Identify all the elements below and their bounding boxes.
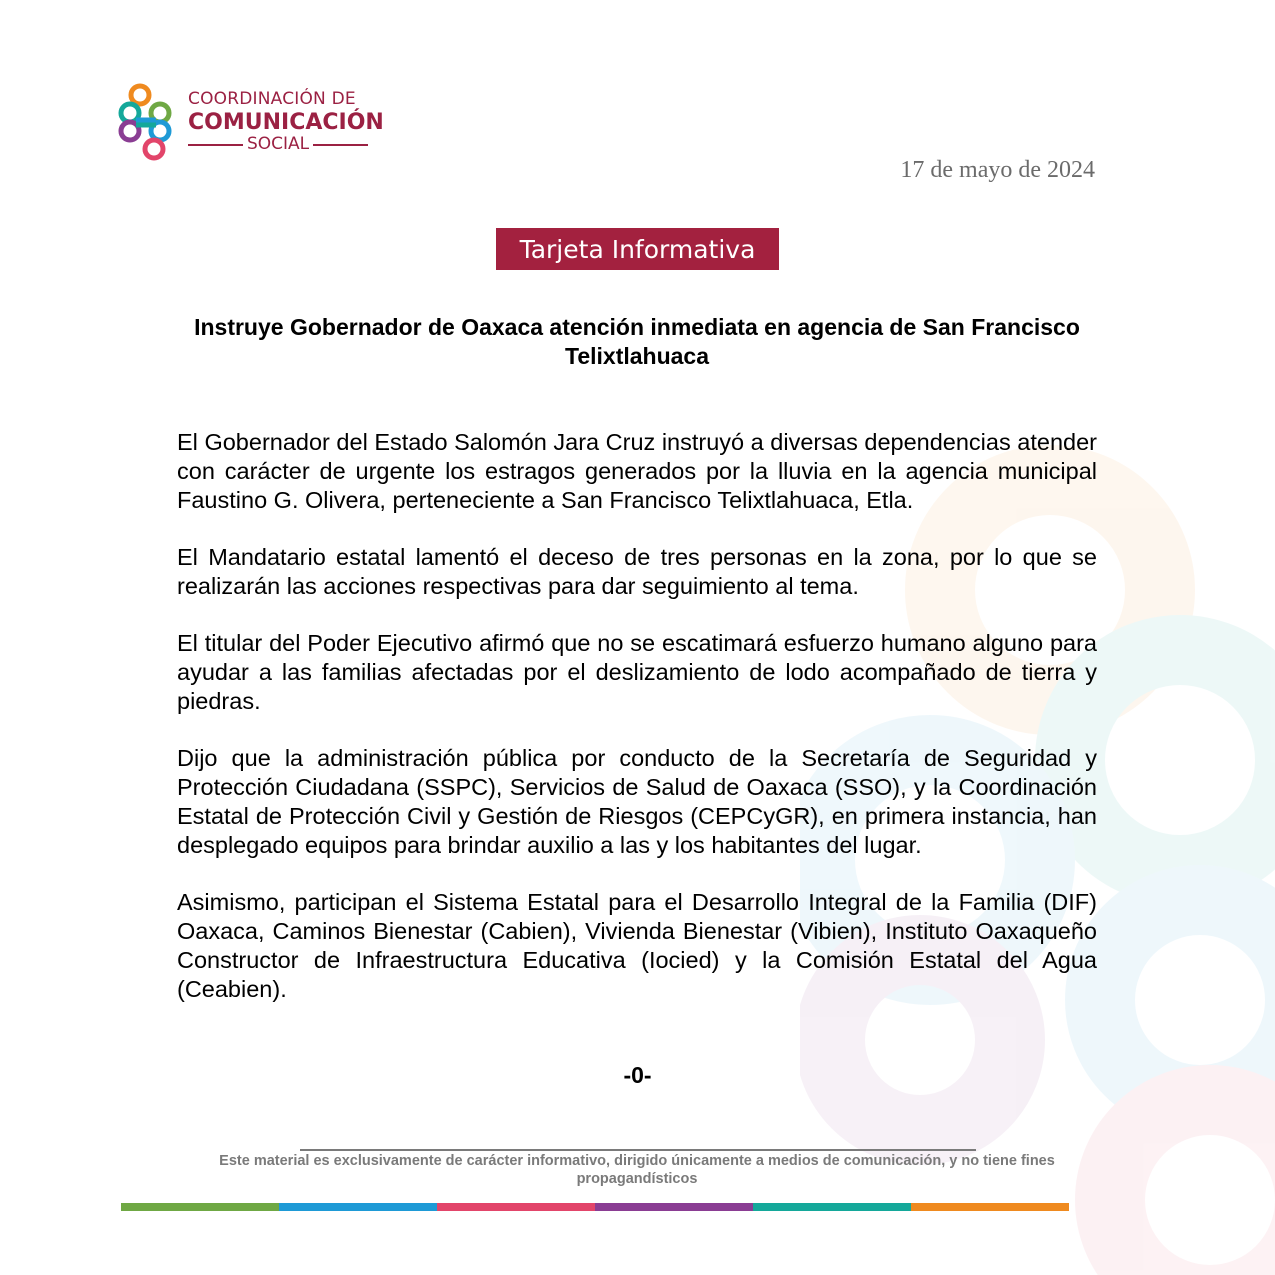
logo-line2: COMUNICACIÓN [188,110,384,135]
logo [118,83,398,163]
logo-line3: SOCIAL [247,134,310,154]
footer-divider [300,1149,976,1151]
color-bar-segment [911,1203,1069,1211]
paragraph: El Mandatario estatal lamentó el deceso de tres personas en la zona, por lo que se realizarán las acciones respectivas para dar seguimiento al tema. [177,544,1097,599]
color-bar-segment [437,1203,595,1211]
color-bar [121,1203,1069,1211]
headline: Instruye Gobernador de Oaxaca atención inmediata en agencia de San Francisco Telixtlahuaca [194,314,1080,369]
color-bar-segment [279,1203,437,1211]
logo-knot-icon [118,83,178,163]
date: 17 de mayo de 2024 [900,157,1095,183]
logo-line1: COORDINACIÓN DE [188,89,356,109]
end-mark: -0- [623,1062,652,1088]
disclaimer: Este material es exclusivamente de carácter informativo, dirigido únicamente a medios de comunicación, y no tiene fines propagandísticos [219,1153,1055,1187]
body-text [177,428,1097,1032]
color-bar-segment [595,1203,753,1211]
color-bar-segment [753,1203,911,1211]
color-bar-segment [121,1203,279,1211]
paragraph: Dijo que la administración pública por conducto de la Secretaría de Seguridad y Protección Ciudadana (SSPC), Servicios de Salud de Oaxaca (SSO), y la Coordinación Estatal de Protección Civil y Gestión de Riesgos (CEPCyGR), en primera instancia, han desplegado equipos para brindar auxilio a las y los habitantes del lugar. [177,745,1097,858]
paragraph: El Gobernador del Estado Salomón Jara Cruz instruyó a diversas dependencias atender con carácter de urgente los estragos generados por la lluvia en la agencia municipal Faustino G. Olivera, perteneciente a San Francisco Telixtlahuaca, Etla. [177,429,1097,513]
paragraph: Asimismo, participan el Sistema Estatal para el Desarrollo Integral de la Familia (DIF) Oaxaca, Caminos Bienestar (Cabien), Vivienda Bienestar (Vibien), Instituto Oaxaqueño Constructor de Infraestructura Educativa (Iocied) y la Comisión Estatal del Agua (Ceabien). [177,889,1097,1002]
document-type-badge: Tarjeta Informativa [496,228,779,270]
paragraph: El titular del Poder Ejecutivo afirmó que no se escatimará esfuerzo humano alguno para ayudar a las familias afectadas por el deslizamiento de lodo acompañado de tierra y piedras. [177,630,1097,714]
